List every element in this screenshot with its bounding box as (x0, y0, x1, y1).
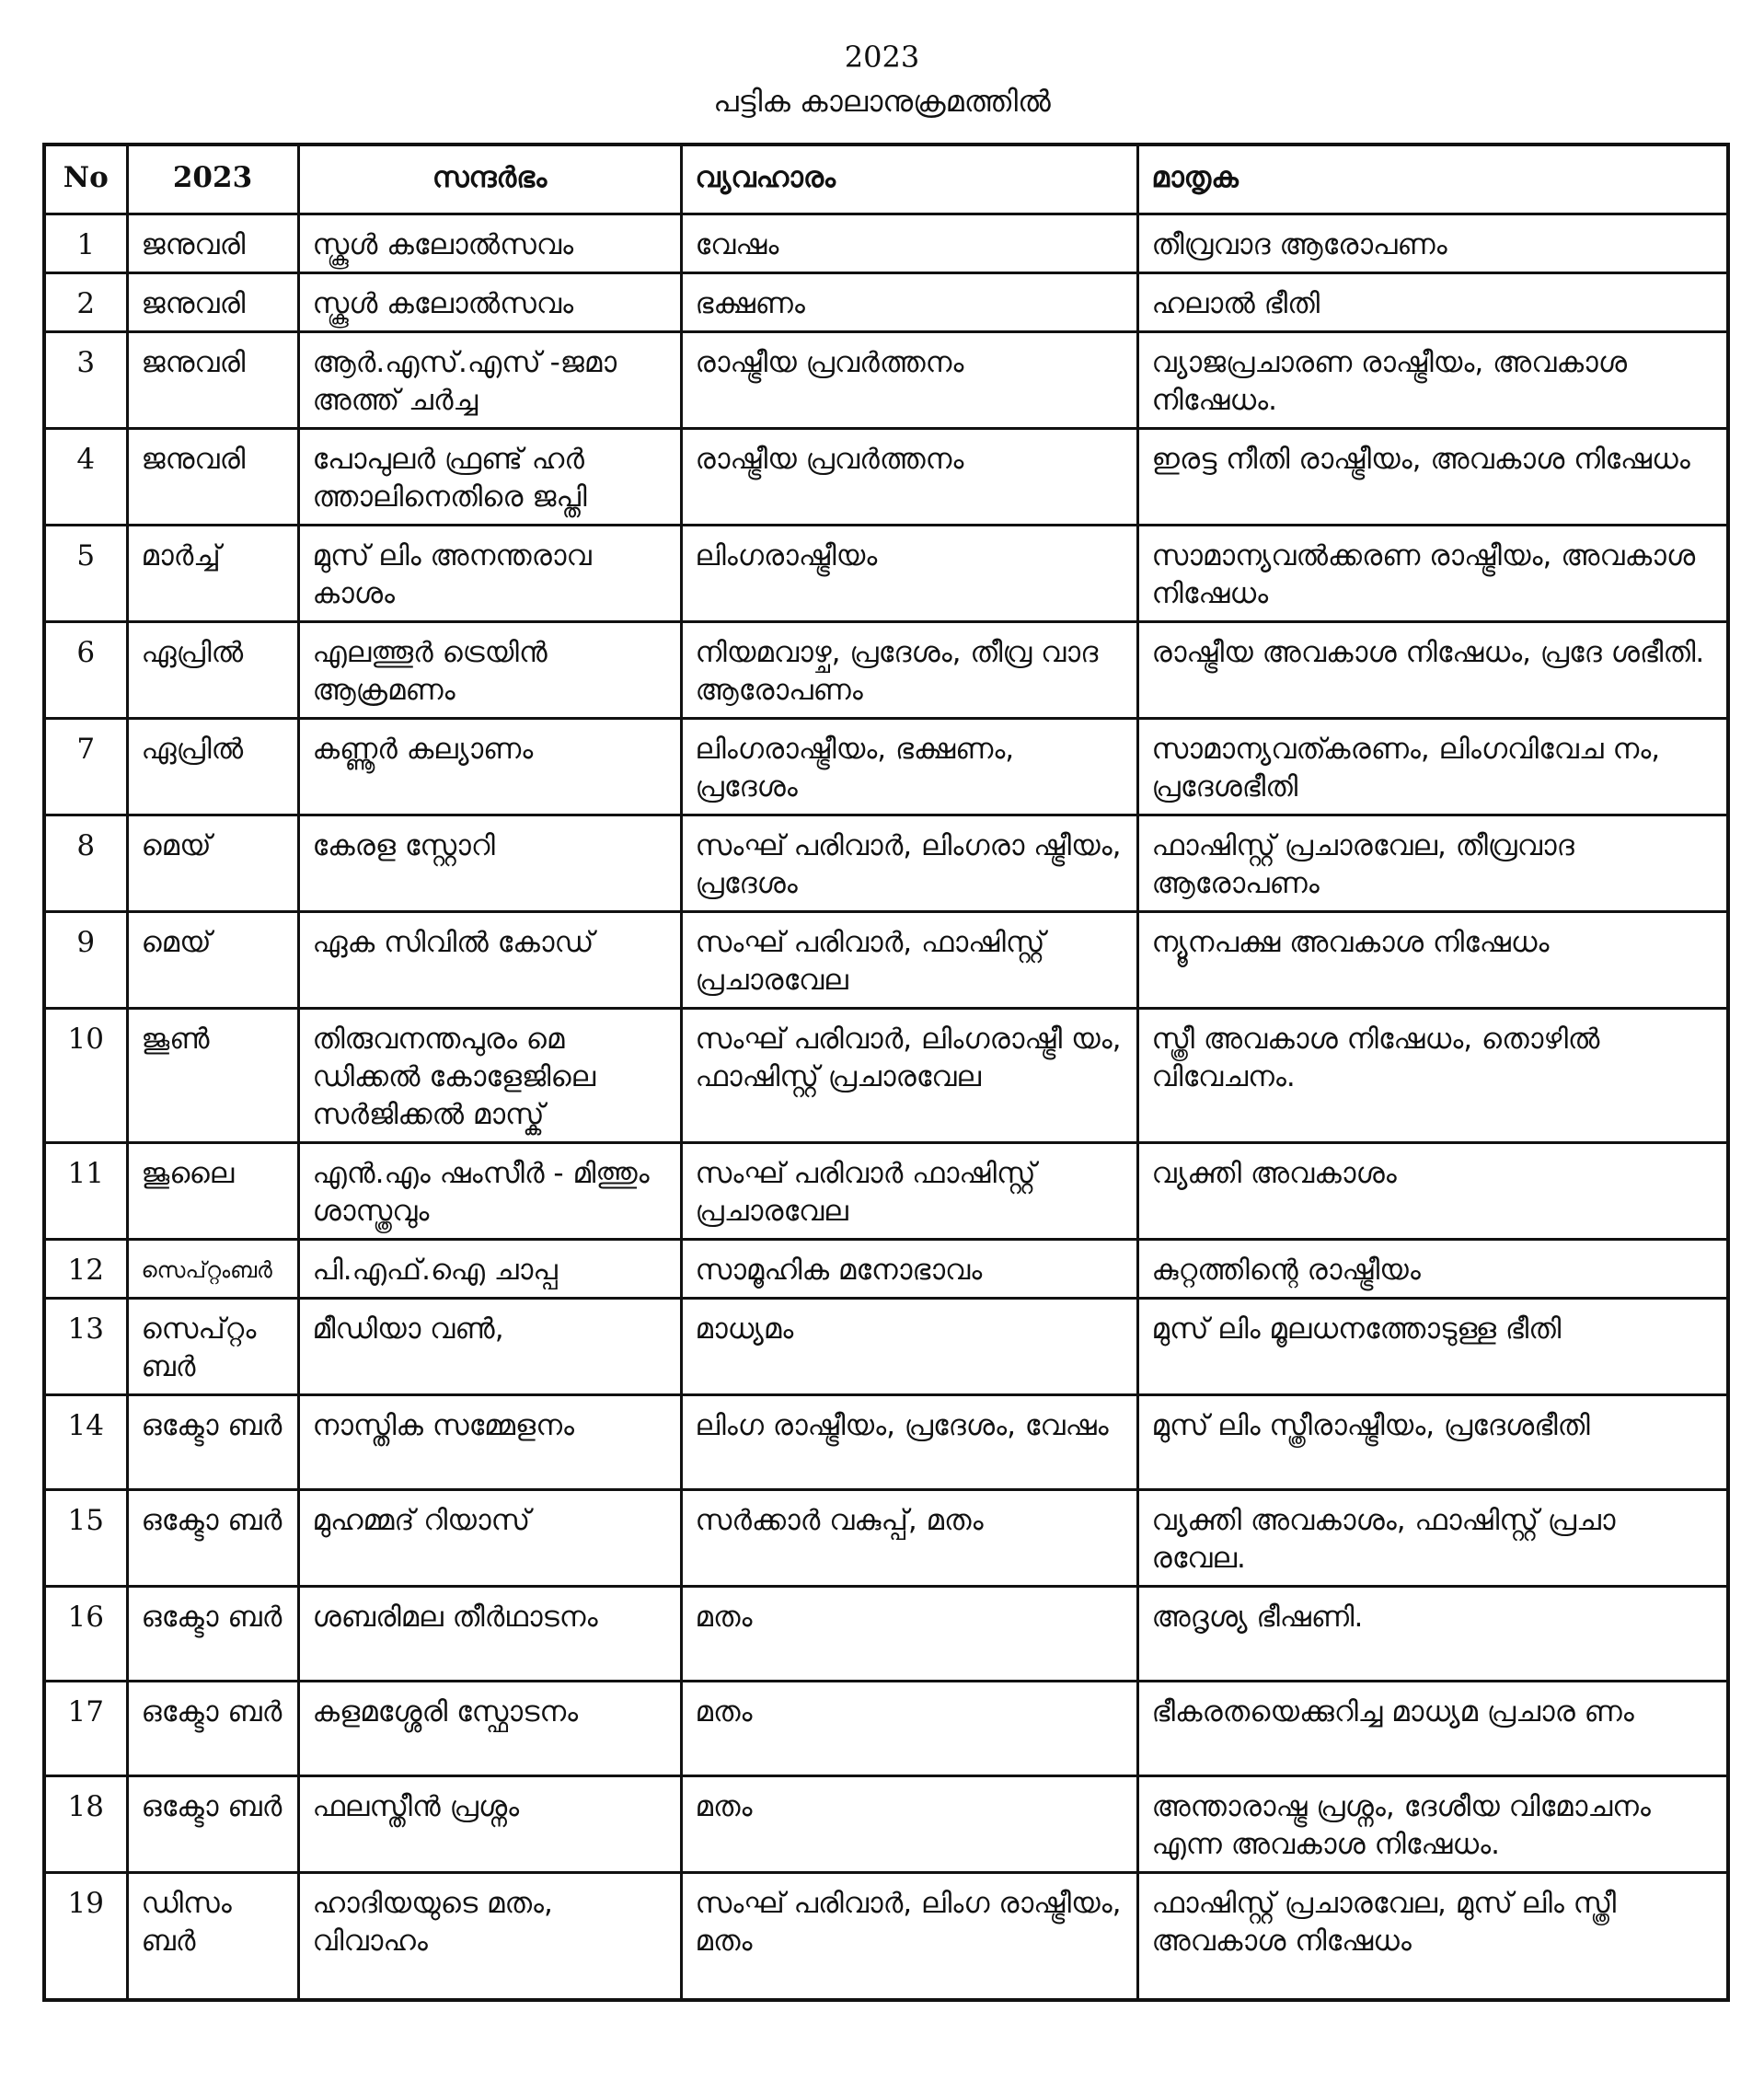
cell-no: 13 (44, 1299, 127, 1395)
cell-context: ഫലസ്തീൻ പ്രശ്നം (298, 1776, 681, 1873)
cell-context: സ്കൂൾ കലോൽസവം (298, 214, 681, 273)
column-header-context: സന്ദർഭം (298, 145, 681, 214)
cell-context: മുഹമ്മദ് റിയാസ് (298, 1490, 681, 1587)
cell-practice: ലിംഗരാഷ്ട്രീയം, ഭക്ഷണം, പ്രദേശം (681, 719, 1137, 815)
cell-pattern: അദൃശ്യ ഭീഷണി. (1137, 1587, 1728, 1682)
cell-practice: നിയമവാഴ്ച, പ്രദേശം, തീവ്ര വാദ ആരോപണം (681, 622, 1137, 719)
table-row (44, 815, 1728, 912)
table-row (44, 912, 1728, 1009)
table-row (44, 526, 1728, 622)
cell-month: ഒക്ടോ ബർ (127, 1490, 298, 1587)
cell-context: ഹാദിയയുടെ മതം, വിവാഹം (298, 1873, 681, 2000)
cell-practice: വേഷം (681, 214, 1137, 273)
table-row (44, 719, 1728, 815)
table-row (44, 1587, 1728, 1682)
cell-context: ശബരിമല തീർഥാടനം (298, 1587, 681, 1682)
cell-context: കളമശ്ശേരി സ്ഫോടനം (298, 1682, 681, 1776)
cell-pattern: സ്ത്രീ അവകാശ നിഷേധം, തൊഴിൽ വിവേചനം. (1137, 1009, 1728, 1143)
cell-month: സെപ്റ്റംബർ (127, 1240, 298, 1299)
cell-pattern: വ്യക്തി അവകാശം, ഫാഷിസ്റ്റ് പ്രചാ രവേല. (1137, 1490, 1728, 1587)
cell-no: 19 (44, 1873, 127, 2000)
cell-no: 15 (44, 1490, 127, 1587)
table-row (44, 214, 1728, 273)
cell-month: മെയ് (127, 912, 298, 1009)
table-row (44, 1490, 1728, 1587)
cell-no: 18 (44, 1776, 127, 1873)
cell-practice: സംഘ് പരിവാർ, ലിംഗരാഷ്ട്രീ യം, ഫാഷിസ്റ്റ് പ്രചാരവേല (681, 1009, 1137, 1143)
cell-practice: സാമൂഹിക മനോഭാവം (681, 1240, 1137, 1299)
cell-pattern: മുസ് ലിം മൂലധനത്തോടുള്ള ഭീതി (1137, 1299, 1728, 1395)
cell-pattern: സാമാന്യവത്കരണം, ലിംഗവിവേച നം, പ്രദേശഭീതി (1137, 719, 1728, 815)
cell-practice: ലിംഗ രാഷ്ട്രീയം, പ്രദേശം, വേഷം (681, 1395, 1137, 1490)
cell-no: 10 (44, 1009, 127, 1143)
cell-pattern: മുസ് ലിം സ്ത്രീരാഷ്ട്രീയം, പ്രദേശഭീതി (1137, 1395, 1728, 1490)
table-row (44, 1143, 1728, 1240)
cell-context: എൻ.എം ഷംസീർ - മിത്തും ശാസ്ത്രവും (298, 1143, 681, 1240)
cell-no: 8 (44, 815, 127, 912)
cell-practice: രാഷ്ട്രീയ പ്രവർത്തനം (681, 332, 1137, 429)
cell-month: ജനുവരി (127, 273, 298, 332)
cell-context: തിരുവനന്തപുരം മെ ഡിക്കൽ കോളേജിലെ സർജിക്കൽ മാസ്ക് (298, 1009, 681, 1143)
cell-practice: മതം (681, 1682, 1137, 1776)
table-row (44, 1299, 1728, 1395)
cell-month: ഏപ്രിൽ (127, 622, 298, 719)
cell-pattern: കുറ്റത്തിന്റെ രാഷ്ട്രീയം (1137, 1240, 1728, 1299)
cell-pattern: അന്താരാഷ്ട്ര പ്രശ്നം, ദേശീയ വിമോചനം എന്ന അവകാശ നിഷേധം. (1137, 1776, 1728, 1873)
table-row (44, 1682, 1728, 1776)
cell-month: ജനുവരി (127, 429, 298, 526)
cell-practice: മതം (681, 1776, 1137, 1873)
table-row (44, 1776, 1728, 1873)
cell-practice: സംഘ് പരിവാർ, ലിംഗ രാഷ്ട്രീയം, മതം (681, 1873, 1137, 2000)
cell-pattern: ഹലാൽ ഭീതി (1137, 273, 1728, 332)
cell-no: 5 (44, 526, 127, 622)
cell-pattern: വ്യാജപ്രചാരണ രാഷ്ട്രീയം, അവകാശ നിഷേധം. (1137, 332, 1728, 429)
cell-month: ജനുവരി (127, 214, 298, 273)
cell-no: 2 (44, 273, 127, 332)
cell-practice: മാധ്യമം (681, 1299, 1137, 1395)
cell-context: സ്കൂൾ കലോൽസവം (298, 273, 681, 332)
cell-no: 14 (44, 1395, 127, 1490)
table-row (44, 429, 1728, 526)
cell-context: ആർ.എസ്.എസ് -ജമാ അത്ത് ചർച്ച (298, 332, 681, 429)
cell-month: ഒക്ടോ ബർ (127, 1587, 298, 1682)
cell-month: ഒക്ടോ ബർ (127, 1682, 298, 1776)
table-row (44, 1240, 1728, 1299)
cell-month: ജനുവരി (127, 332, 298, 429)
cell-no: 7 (44, 719, 127, 815)
cell-no: 12 (44, 1240, 127, 1299)
cell-month: സെപ്റ്റം ബർ (127, 1299, 298, 1395)
document-subtitle: പട്ടിക കാലാനുക്രമത്തിൽ (713, 84, 1051, 119)
cell-no: 3 (44, 332, 127, 429)
table-row (44, 622, 1728, 719)
cell-pattern: തീവ്രവാദ ആരോപണം (1137, 214, 1728, 273)
cell-no: 9 (44, 912, 127, 1009)
cell-practice: സംഘ് പരിവാർ, ലിംഗരാ ഷ്ട്രീയം, പ്രദേശം (681, 815, 1137, 912)
cell-pattern: ഭീകരതയെക്കുറിച്ച മാധ്യമ പ്രചാര ണം (1137, 1682, 1728, 1776)
cell-practice: ലിംഗരാഷ്ട്രീയം (681, 526, 1137, 622)
column-header-practice: വ്യവഹാരം (681, 145, 1137, 214)
table-row (44, 1395, 1728, 1490)
table-row (44, 1873, 1728, 2000)
cell-pattern: ഫാഷിസ്റ്റ് പ്രചാരവേല, മുസ് ലിം സ്ത്രീ അവകാശ നിഷേധം (1137, 1873, 1728, 2000)
cell-context: കണ്ണൂർ കല്യാണം (298, 719, 681, 815)
cell-practice: സർക്കാർ വകുപ്പ്, മതം (681, 1490, 1137, 1587)
column-header-pattern: മാതൃക (1137, 145, 1728, 214)
cell-month: മെയ് (127, 815, 298, 912)
cell-no: 11 (44, 1143, 127, 1240)
cell-no: 6 (44, 622, 127, 719)
cell-practice: ഭക്ഷണം (681, 273, 1137, 332)
cell-month: ഏപ്രിൽ (127, 719, 298, 815)
cell-practice: മതം (681, 1587, 1137, 1682)
cell-pattern: വ്യക്തി അവകാശം (1137, 1143, 1728, 1240)
cell-month: ജൂൺ (127, 1009, 298, 1143)
cell-context: കേരള സ്റ്റോറി (298, 815, 681, 912)
cell-practice: സംഘ് പരിവാർ ഫാഷിസ്റ്റ് പ്രചാരവേല (681, 1143, 1137, 1240)
cell-pattern: ഇരട്ട നീതി രാഷ്ട്രീയം, അവകാശ നിഷേധം (1137, 429, 1728, 526)
cell-month: ജൂലൈ (127, 1143, 298, 1240)
cell-month: ഡിസം ബർ (127, 1873, 298, 2000)
cell-no: 16 (44, 1587, 127, 1682)
cell-pattern: ന്യൂനപക്ഷ അവകാശ നിഷേധം (1137, 912, 1728, 1009)
column-header-year: 2023 (127, 145, 298, 214)
cell-context: പോപുലർ ഫ്രണ്ട് ഹർ ത്താലിനെതിരെ ജപ്തി (298, 429, 681, 526)
cell-practice: സംഘ് പരിവാർ, ഫാഷിസ്റ്റ് പ്രചാരവേല (681, 912, 1137, 1009)
table-header-row (44, 145, 1728, 214)
year-heading: 2023 (844, 40, 920, 75)
cell-context: മുസ് ലിം അനന്തരാവ കാശം (298, 526, 681, 622)
table-row (44, 1009, 1728, 1143)
table-body (44, 214, 1728, 2000)
cell-month: ഒക്ടോ ബർ (127, 1776, 298, 1873)
cell-no: 1 (44, 214, 127, 273)
cell-context: മീഡിയാ വൺ, (298, 1299, 681, 1395)
table-row (44, 273, 1728, 332)
cell-context: പി.എഫ്.ഐ ചാപ്പ (298, 1240, 681, 1299)
cell-practice: രാഷ്ട്രീയ പ്രവർത്തനം (681, 429, 1137, 526)
cell-month: മാർച്ച് (127, 526, 298, 622)
column-header-no: No (44, 145, 127, 214)
cell-no: 4 (44, 429, 127, 526)
cell-context: നാസ്തിക സമ്മേളനം (298, 1395, 681, 1490)
cell-context: ഏക സിവിൽ കോഡ് (298, 912, 681, 1009)
table-row (44, 332, 1728, 429)
cell-month: ഒക്ടോ ബർ (127, 1395, 298, 1490)
cell-pattern: രാഷ്ട്രീയ അവകാശ നിഷേധം, പ്രദേ ശഭീതി. (1137, 622, 1728, 719)
cell-pattern: ഫാഷിസ്റ്റ് പ്രചാരവേല, തീവ്രവാദ ആരോപണം (1137, 815, 1728, 912)
cell-no: 17 (44, 1682, 127, 1776)
cell-context: എലത്തൂർ ട്രെയിൻ ആക്രമണം (298, 622, 681, 719)
cell-pattern: സാമാന്യവൽക്കരണ രാഷ്ട്രീയം, അവകാശ നിഷേധം (1137, 526, 1728, 622)
chronology-table (42, 143, 1730, 2002)
